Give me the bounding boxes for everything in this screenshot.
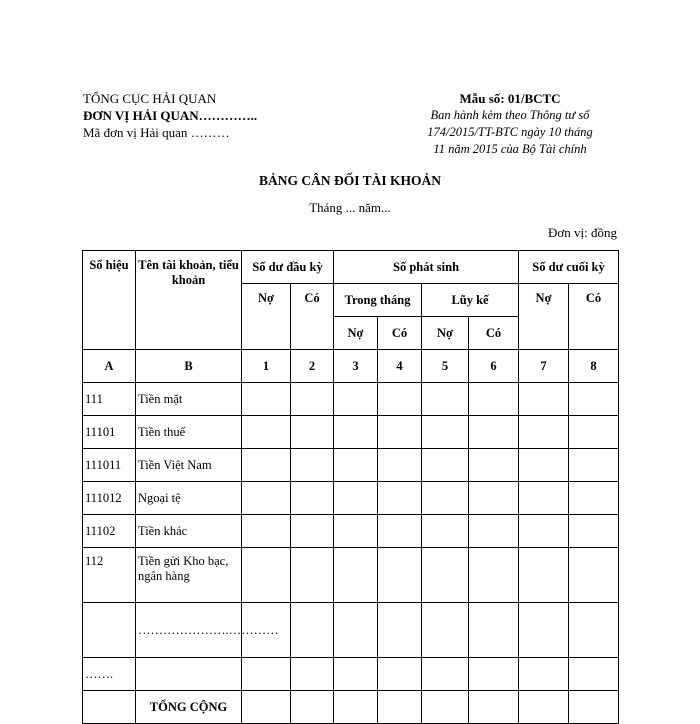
col-header-opening-balance: Số dư đầu kỳ	[242, 251, 334, 284]
col-header-closing-credit: Có	[569, 284, 619, 350]
form-reference	[405, 90, 615, 158]
account-code: 111012	[83, 482, 136, 515]
col-header-cumulative-debit: Nợ	[422, 317, 469, 350]
table-row	[83, 449, 619, 482]
col-header-code: Số hiệu	[83, 251, 136, 350]
account-name-placeholder: ………………….…………	[136, 603, 242, 658]
column-index: 3	[334, 350, 378, 383]
table-row	[83, 515, 619, 548]
account-code: 11102	[83, 515, 136, 548]
account-name: Tiền Việt Nam	[136, 449, 242, 482]
account-name: Tiền thuế	[136, 416, 242, 449]
col-header-closing-balance: Số dư cuối kỳ	[519, 251, 619, 284]
org-general-dept: TỔNG CỤC HẢI QUAN	[83, 91, 217, 106]
table-row	[83, 416, 619, 449]
form-number: Mẫu số: 01/BCTC	[459, 91, 561, 106]
col-header-cumulative: Lũy kế	[422, 284, 519, 317]
legal-basis-line3: 11 năm 2015 của Bộ Tài chính	[433, 142, 587, 156]
org-customs-code: Mã đơn vị Hải quan ………	[83, 125, 230, 140]
org-customs-unit: ĐƠN VỊ HẢI QUAN…………..	[83, 108, 258, 123]
reporting-period: Tháng ... năm...	[309, 200, 391, 215]
table-row	[83, 482, 619, 515]
column-index: B	[136, 350, 242, 383]
column-index: 8	[569, 350, 619, 383]
col-header-month-debit: Nợ	[334, 317, 378, 350]
col-header-account-name: Tên tài khoản, tiểu khoản	[136, 251, 242, 350]
account-name: Tiền khác	[136, 515, 242, 548]
currency-unit: Đơn vị: đồng	[548, 225, 617, 240]
account-code: 111011	[83, 449, 136, 482]
account-name: Ngoại tệ	[136, 482, 242, 515]
account-code: 112	[83, 548, 136, 603]
balance-table	[82, 250, 619, 724]
column-index: 6	[469, 350, 519, 383]
col-header-movement: Số phát sinh	[334, 251, 519, 284]
total-row	[83, 691, 619, 724]
account-name: Tiền mặt	[136, 383, 242, 416]
account-name: Tiền gửi Kho bạc, ngân hàng	[136, 548, 242, 603]
table-row-placeholder	[83, 658, 619, 691]
account-code: 111	[83, 383, 136, 416]
col-header-in-month: Trong tháng	[334, 284, 422, 317]
column-index: 1	[242, 350, 291, 383]
legal-basis-line2: 174/2015/TT-BTC ngày 10 tháng	[427, 125, 593, 139]
account-code: 11101	[83, 416, 136, 449]
col-header-opening-credit: Có	[291, 284, 334, 350]
total-label: TỔNG CỘNG	[136, 691, 242, 724]
table-row	[83, 383, 619, 416]
col-header-cumulative-credit: Có	[469, 317, 519, 350]
column-index: 2	[291, 350, 334, 383]
column-index: 5	[422, 350, 469, 383]
column-index: A	[83, 350, 136, 383]
col-header-opening-debit: Nợ	[242, 284, 291, 350]
col-header-month-credit: Có	[378, 317, 422, 350]
col-header-closing-debit: Nợ	[519, 284, 569, 350]
account-code-placeholder: …….	[83, 658, 136, 691]
table-row-placeholder	[83, 603, 619, 658]
column-index: 7	[519, 350, 569, 383]
column-index-row	[83, 350, 619, 383]
issuing-organization	[83, 90, 257, 141]
table-row	[83, 548, 619, 603]
legal-basis-line1: Ban hành kèm theo Thông tư số	[430, 108, 590, 122]
document-title: BẢNG CÂN ĐỐI TÀI KHOẢN	[258, 173, 442, 188]
column-index: 4	[378, 350, 422, 383]
